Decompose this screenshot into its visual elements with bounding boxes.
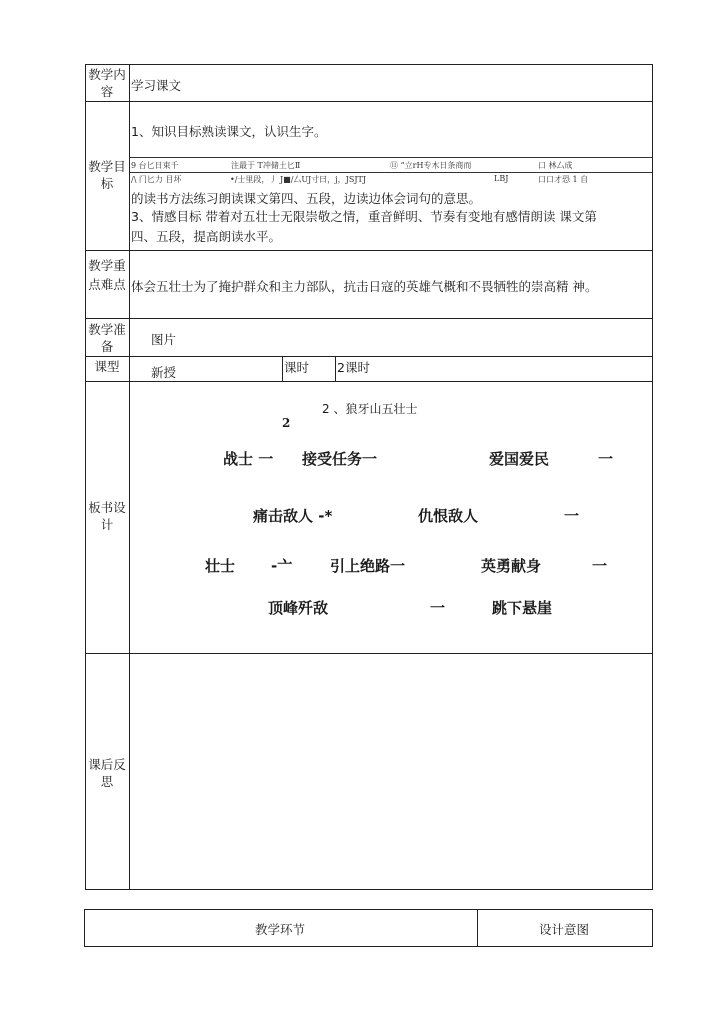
label-lesson-type: 课型 [94, 359, 120, 374]
footer-border-left [84, 909, 85, 947]
label-goals: 教学目标 [88, 159, 126, 191]
column-divider [129, 64, 130, 890]
label-board: 板书设计 [88, 500, 126, 532]
board-number: 2 [282, 416, 291, 430]
goals-line-1: 1、知识目标熟读课文，认识生字。 [131, 124, 327, 139]
goals-garbled-1b: 注最于 T冲储土匕Ⅱ [231, 161, 301, 170]
board-row2-item: 痛击敌人 -* [253, 507, 333, 525]
board-row3-item: 英勇献身 [481, 557, 542, 575]
footer-col-design-intent: 设计意图 [539, 922, 590, 937]
row-divider [85, 381, 653, 382]
goals-line-3: 的读书方法练习朗读课文第四、五段，边读边体会词句的意思。 [131, 191, 482, 206]
board-title: 2 、狼牙山五壮士 [322, 402, 418, 416]
board-row3-item: -亠 [271, 557, 293, 575]
board-row1-item: 爱国爱民 [489, 450, 550, 468]
content-text: 学习课文 [131, 78, 182, 93]
goals-garbled-2a: /\ 门匕力 目坏 [131, 175, 182, 184]
board-row2-item: 仇恨敌人 [418, 507, 479, 525]
table-border-right [652, 64, 653, 890]
label-reflection: 课后反思 [88, 757, 126, 789]
footer-border-top [84, 909, 653, 910]
row-divider [85, 318, 653, 319]
label-prep: 教学准备 [88, 322, 126, 354]
table-border-bottom [85, 889, 653, 890]
board-row2-item: 一 [564, 507, 580, 525]
row-divider [85, 356, 653, 357]
row-divider [85, 653, 653, 654]
board-row3-item: 引上绝路一 [330, 557, 406, 575]
lesson-type-value: 新授 [151, 365, 177, 380]
board-row1-item: 一 [598, 450, 614, 468]
cell-divider [282, 356, 283, 381]
footer-col-teaching-steps: 教学环节 [255, 922, 306, 937]
board-row4-item: 一 [430, 599, 446, 617]
goals-garbled-2b: •/士里段，丿 J■/厶UJ寸曰，j，JSJTJ [230, 175, 367, 184]
goals-separator [130, 172, 652, 173]
goals-garbled-1c: ⑪ “立rH专木日条商而 [390, 161, 472, 170]
label-content: 教学内容 [88, 67, 126, 99]
row-divider [85, 101, 653, 102]
table-border-top [85, 64, 653, 65]
goals-garbled-1d: 口 林厶成 [538, 161, 573, 170]
goals-separator [130, 157, 652, 158]
cell-divider [335, 356, 336, 381]
goals-garbled-2d: 口口才恐 1 自 [538, 175, 589, 184]
table-border-left [85, 64, 86, 890]
lesson-hours-label: 课时 [284, 360, 310, 375]
footer-divider [477, 909, 478, 947]
footer-border-right [652, 909, 653, 947]
goals-garbled-1a: 9 台匕日束千 [131, 161, 179, 170]
board-row1-item: 接受任务一 [302, 450, 378, 468]
goals-line-5: 四、五段，提高朗读水平。 [131, 229, 282, 244]
lesson-hours-value: 2课时 [337, 360, 370, 375]
goals-garbled-2c: LBJ [494, 174, 509, 183]
prep-text: 图片 [151, 332, 177, 347]
footer-border-bottom [84, 946, 653, 947]
keypoints-text: 体会五壮士为了掩护群众和主力部队，抗击日寇的英雄气概和不畏牺牲的崇高精 神。 [131, 279, 598, 294]
row-divider [85, 250, 653, 251]
board-row1-item: 战士 一 [223, 450, 274, 468]
board-row3-item: 壮士 [205, 557, 236, 575]
label-keypoints: 教学重点难点 [88, 258, 126, 292]
board-row3-item: 一 [592, 557, 608, 575]
board-row4-item: 跳下悬崖 [492, 599, 553, 617]
board-row4-item: 顶峰歼敌 [268, 599, 329, 617]
goals-line-4: 3、情感目标 带着对五壮士无限崇敬之情，重音鲜明、节奏有变地有感情朗读 课文第 [131, 209, 597, 224]
